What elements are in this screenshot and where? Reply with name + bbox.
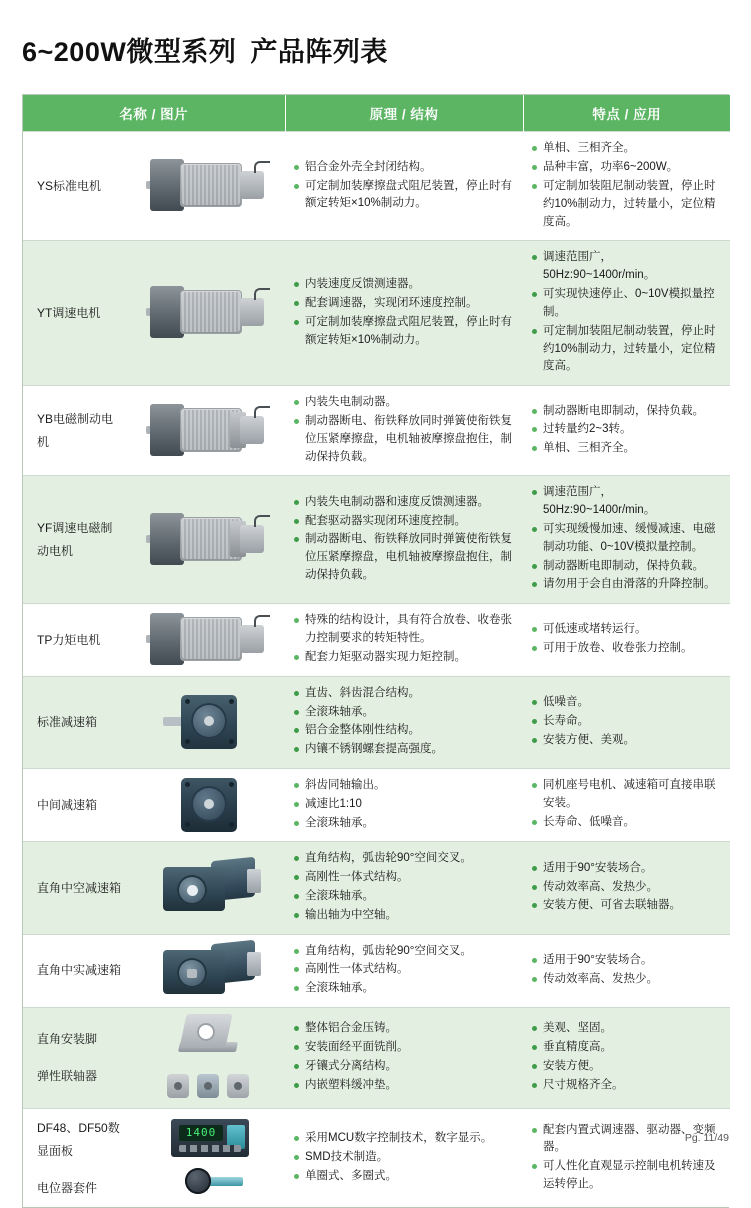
feature-item: 安装方便、美观。 (532, 732, 721, 750)
product-principle (285, 676, 523, 768)
principle-item: 采用MCU数字控制技术，数字显示。 (294, 1130, 514, 1148)
feature-item: 安装方便、可省去联轴器。 (532, 897, 721, 915)
product-principle (285, 132, 523, 241)
feature-item: 过转量约2~3转。 (532, 421, 721, 439)
product-image-gearbox-right-hollow (133, 842, 285, 934)
column-header-feature: 特点 / 应用 (523, 95, 730, 132)
feature-item: 可用于放卷、收卷张力控制。 (532, 640, 721, 658)
bracket-illustration (149, 1012, 269, 1066)
feature-item: 可实现缓慢加速、缓慢减速、电磁制动功能、0~10V模拟量控制。 (532, 521, 721, 557)
product-name: 标准减速箱 (23, 676, 133, 768)
feature-item: 可定制加装阻尼制动装置，停止时约10%制动力，过转量小，定位精度高。 (532, 323, 721, 376)
product-feature (523, 241, 730, 386)
principle-item: 高刚性一体式结构。 (294, 869, 514, 887)
feature-item: 制动器断电即制动，保持负载。 (532, 558, 721, 576)
product-feature (523, 1008, 730, 1109)
product-name: YS标准电机 (23, 132, 133, 241)
table-body (23, 132, 730, 1208)
product-name: 直角中实减速箱 (23, 934, 133, 1007)
product-name: YB电磁制动电机 (23, 386, 133, 476)
feature-item: 单相、三相齐全。 (532, 440, 721, 458)
principle-item: 高刚性一体式结构。 (294, 961, 514, 979)
motor-brake-illustration (146, 511, 272, 569)
gearbox-illustration (161, 774, 257, 836)
principle-item: 铝合金整体刚性结构。 (294, 722, 514, 740)
principle-item: 内嵌塑料缓冲垫。 (294, 1077, 514, 1095)
table-row (23, 132, 730, 241)
feature-item: 配套内置式调速器、驱动器、变频器。 (532, 1122, 721, 1158)
feature-item: 品种丰富，功率6~200W。 (532, 159, 721, 177)
product-name: 直角中空减速箱 (23, 842, 133, 934)
table-row (23, 241, 730, 386)
table-row (23, 934, 730, 1007)
product-name: 直角安装脚 (37, 1032, 98, 1047)
feature-item: 安装方便。 (532, 1058, 721, 1076)
principle-item: 制动器断电、衔铁释放同时弹簧使衔铁复位压紧摩擦盘，电机轴被摩擦盘抱住，制动保持负载。 (294, 413, 514, 466)
digital-panel-illustration (149, 1117, 269, 1161)
principle-item: 牙镶式分离结构。 (294, 1058, 514, 1076)
product-principle (285, 1109, 523, 1208)
page-number: Pg. 11/49 (684, 1132, 729, 1144)
feature-item: 调速范围广，50Hz:90~1400r/min。 (532, 484, 721, 520)
product-matrix-table (23, 95, 730, 1207)
product-name: DF48、DF50数显面板 (37, 1121, 120, 1158)
motor-brake-illustration (146, 402, 272, 460)
feature-item: 可定制加装阻尼制动装置，停止时约10%制动力，过转量小，定位精度高。 (532, 178, 721, 231)
panel-display-value: 1400 (179, 1125, 223, 1141)
product-image-tp (133, 604, 285, 676)
product-principle (285, 476, 523, 604)
principle-item: 内装失电制动器。 (294, 394, 514, 412)
table-header-row (23, 95, 730, 132)
product-image-gearbox-standard (133, 676, 285, 768)
product-principle (285, 934, 523, 1007)
feature-item: 美观、坚固。 (532, 1020, 721, 1038)
table-row (23, 476, 730, 604)
product-principle (285, 1008, 523, 1109)
product-feature (523, 842, 730, 934)
product-feature (523, 132, 730, 241)
feature-item: 单相、三相齐全。 (532, 140, 721, 158)
coupler-illustration (149, 1070, 269, 1104)
right-angle-gearbox-illustration (151, 857, 267, 919)
document-page (0, 36, 751, 1195)
feature-item: 可人性化直观显示控制电机转速及运转停止。 (532, 1158, 721, 1194)
principle-item: 配套驱动器实现闭环速度控制。 (294, 513, 514, 531)
product-feature (523, 386, 730, 476)
principle-item: 全滚珠轴承。 (294, 704, 514, 722)
feature-item: 可实现快速停止、0~10V模拟量控制。 (532, 286, 721, 322)
product-name: TP力矩电机 (23, 604, 133, 676)
principle-item: 全滚珠轴承。 (294, 980, 514, 998)
product-image-panel-pot (133, 1109, 285, 1208)
product-image-gearbox-inter (133, 768, 285, 841)
feature-item: 调速范围广，50Hz:90~1400r/min。 (532, 249, 721, 285)
principle-item: 内装失电制动器和速度反馈测速器。 (294, 494, 514, 512)
feature-item: 同机座号电机、减速箱可直接串联安装。 (532, 777, 721, 813)
principle-item: 单圈式、多圈式。 (294, 1168, 514, 1186)
feature-item: 传动效率高、发热少。 (532, 879, 721, 897)
feature-item: 可低速或堵转运行。 (532, 621, 721, 639)
product-principle (285, 604, 523, 676)
feature-item: 请勿用于会自由滑落的升降控制。 (532, 576, 721, 594)
feature-item: 尺寸规格齐全。 (532, 1077, 721, 1095)
feature-item: 长寿命、低噪音。 (532, 814, 721, 832)
principle-item: 安装面经平面铣削。 (294, 1039, 514, 1057)
principle-item: 配套力矩驱动器实现力矩控制。 (294, 649, 514, 667)
product-feature (523, 1109, 730, 1208)
product-name-secondary: 电位器套件 (37, 1180, 98, 1195)
principle-item: 配套调速器，实现闭环速度控制。 (294, 295, 514, 313)
page-title (22, 36, 751, 68)
principle-item: 可定制加装摩擦盘式阻尼装置，停止时有额定转矩×10%制动力。 (294, 314, 514, 350)
table-row (23, 1109, 730, 1208)
table-row (23, 386, 730, 476)
principle-item: 直角结构，弧齿轮90°空间交叉。 (294, 850, 514, 868)
product-principle (285, 241, 523, 386)
gearbox-illustration (161, 691, 257, 753)
principle-item: 制动器断电、衔铁释放同时弹簧使衔铁复位压紧摩擦盘，电机轴被摩擦盘抱住，制动保持负载。 (294, 531, 514, 584)
product-image-bracket-couplers (133, 1008, 285, 1109)
principle-item: 铝合金外壳全封闭结构。 (294, 159, 514, 177)
principle-item: 斜齿同轴输出。 (294, 777, 514, 795)
principle-item: 输出轴为中空轴。 (294, 907, 514, 925)
table-row (23, 604, 730, 676)
feature-item: 长寿命。 (532, 713, 721, 731)
principle-item: 整体铝合金压铸。 (294, 1020, 514, 1038)
column-header-name: 名称 / 图片 (23, 95, 285, 132)
feature-item: 制动器断电即制动，保持负载。 (532, 403, 721, 421)
product-matrix-table-wrapper (22, 94, 729, 1208)
product-name-group (23, 1008, 133, 1109)
principle-item: 内镶不锈钢螺套提高强度。 (294, 741, 514, 759)
product-image-yt (133, 241, 285, 386)
product-feature (523, 476, 730, 604)
product-feature (523, 604, 730, 676)
principle-item: 可定制加装摩擦盘式阻尼装置，停止时有额定转矩×10%制动力。 (294, 178, 514, 214)
product-feature (523, 676, 730, 768)
table-header (23, 95, 730, 132)
product-name: 中间减速箱 (23, 768, 133, 841)
principle-item: 特殊的结构设计，具有符合放卷、收卷张力控制要求的转矩特性。 (294, 612, 514, 648)
principle-item: SMD技术制造。 (294, 1149, 514, 1167)
product-principle (285, 842, 523, 934)
page-title-main: 6~200W微型系列 (22, 37, 237, 67)
principle-item: 直角结构，弧齿轮90°空间交叉。 (294, 943, 514, 961)
principle-item: 全滚珠轴承。 (294, 815, 514, 833)
principle-item: 减速比1:10 (294, 796, 514, 814)
column-header-principle: 原理 / 结构 (285, 95, 523, 132)
feature-item: 适用于90°安装场合。 (532, 952, 721, 970)
product-principle (285, 768, 523, 841)
product-name-group (23, 1109, 133, 1208)
potentiometer-illustration (149, 1165, 269, 1199)
feature-item: 低噪音。 (532, 694, 721, 712)
product-name: YF调速电磁制动电机 (23, 476, 133, 604)
product-feature (523, 768, 730, 841)
product-image-yb (133, 386, 285, 476)
feature-item: 垂直精度高。 (532, 1039, 721, 1057)
product-image-yf (133, 476, 285, 604)
motor-illustration (146, 611, 272, 669)
product-name-secondary: 弹性联轴器 (37, 1069, 98, 1084)
principle-item: 全滚珠轴承。 (294, 888, 514, 906)
principle-item: 直齿、斜齿混合结构。 (294, 685, 514, 703)
principle-item: 内装速度反馈测速器。 (294, 276, 514, 294)
motor-illustration (146, 284, 272, 342)
page-title-sub: 产品阵列表 (250, 37, 388, 67)
product-feature (523, 934, 730, 1007)
motor-illustration (146, 157, 272, 215)
right-angle-gearbox-illustration (151, 940, 267, 1002)
product-image-gearbox-right-solid (133, 934, 285, 1007)
product-name: YT调速电机 (23, 241, 133, 386)
feature-item: 适用于90°安装场合。 (532, 860, 721, 878)
feature-item: 传动效率高、发热少。 (532, 971, 721, 989)
product-image-ys (133, 132, 285, 241)
product-principle (285, 386, 523, 476)
table-row (23, 676, 730, 768)
table-row (23, 1008, 730, 1109)
table-row (23, 768, 730, 841)
table-row (23, 842, 730, 934)
